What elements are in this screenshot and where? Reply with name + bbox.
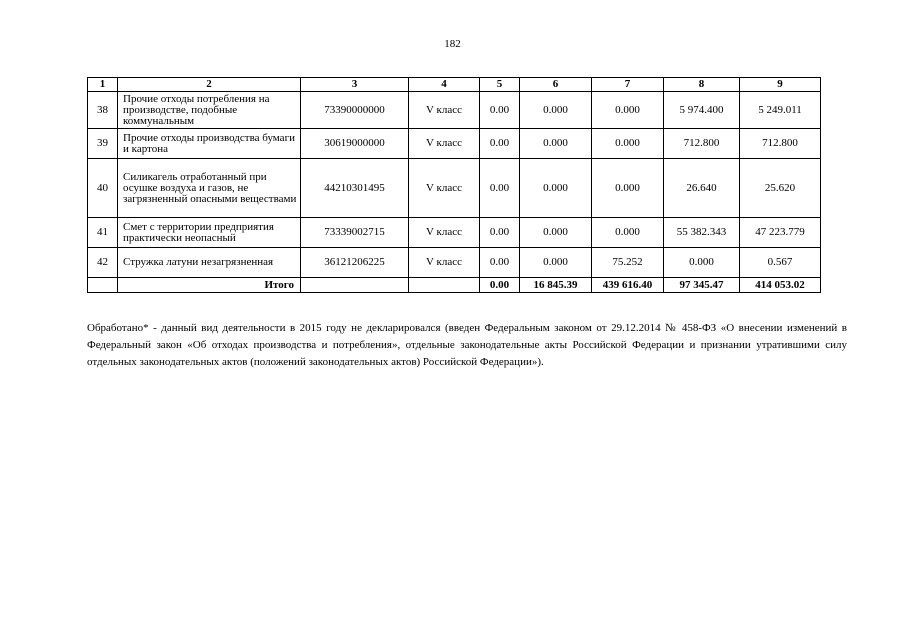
table-row <box>88 92 821 129</box>
total-value: 0.00 <box>480 278 520 293</box>
value-cell: 712.800 <box>740 129 821 159</box>
total-row <box>88 278 821 293</box>
header-cell: 2 <box>118 78 301 92</box>
empty-cell <box>88 278 118 293</box>
value-cell: 712.800 <box>664 129 740 159</box>
waste-name: Стружка латуни незагрязненная <box>118 248 301 278</box>
value-cell: 0.000 <box>592 159 664 218</box>
waste-name: Смет с территории предприятия практически неопасный <box>118 218 301 248</box>
table-row <box>88 248 821 278</box>
table-row <box>88 129 821 159</box>
waste-name: Прочие отходы производства бумаги и картона <box>118 129 301 159</box>
total-value: 97 345.47 <box>664 278 740 293</box>
header-cell: 9 <box>740 78 821 92</box>
header-cell: 8 <box>664 78 740 92</box>
total-label: Итого <box>118 278 301 293</box>
value-cell: 0.000 <box>520 218 592 248</box>
value-cell: 75.252 <box>592 248 664 278</box>
value-cell: 26.640 <box>664 159 740 218</box>
value-cell: 0.000 <box>520 248 592 278</box>
hazard-class: V класс <box>409 159 480 218</box>
hazard-class: V класс <box>409 218 480 248</box>
fkko-code: 44210301495 <box>301 159 409 218</box>
header-cell: 4 <box>409 78 480 92</box>
total-value: 16 845.39 <box>520 278 592 293</box>
hazard-class: V класс <box>409 248 480 278</box>
row-number: 39 <box>88 129 118 159</box>
fkko-code: 73339002715 <box>301 218 409 248</box>
row-number: 41 <box>88 218 118 248</box>
value-cell: 0.567 <box>740 248 821 278</box>
value-cell: 0.000 <box>592 129 664 159</box>
footnote: Обработано* - данный вид деятельности в 2015 году не декларировался (введен Федеральным законом от 29.12.2014 № 458-ФЗ «О внесении изменений в Федеральный закон «Об отходах производства и потребления», отдельные законодательные акты Российской Федерации и признании утратившими силу отдельных законодательных актов (положений законодательных актов) Российской Федерации»). <box>87 322 847 368</box>
value-cell: 25.620 <box>740 159 821 218</box>
value-cell: 0.00 <box>480 92 520 129</box>
table-row <box>88 159 821 218</box>
value-cell: 0.000 <box>592 218 664 248</box>
empty-cell <box>409 278 480 293</box>
total-value: 439 616.40 <box>592 278 664 293</box>
waste-name: Прочие отходы потребления на производстве, подобные коммунальным <box>118 92 301 129</box>
value-cell: 5 974.400 <box>664 92 740 129</box>
row-number: 38 <box>88 92 118 129</box>
value-cell: 0.000 <box>592 92 664 129</box>
value-cell: 0.000 <box>520 159 592 218</box>
hazard-class: V класс <box>409 92 480 129</box>
table-row <box>88 218 821 248</box>
header-cell: 5 <box>480 78 520 92</box>
fkko-code: 73390000000 <box>301 92 409 129</box>
fkko-code: 36121206225 <box>301 248 409 278</box>
value-cell: 0.00 <box>480 218 520 248</box>
waste-table <box>87 77 821 293</box>
header-cell: 1 <box>88 78 118 92</box>
value-cell: 5 249.011 <box>740 92 821 129</box>
value-cell: 0.000 <box>520 129 592 159</box>
fkko-code: 30619000000 <box>301 129 409 159</box>
value-cell: 0.000 <box>664 248 740 278</box>
row-number: 42 <box>88 248 118 278</box>
header-cell: 7 <box>592 78 664 92</box>
empty-cell <box>301 278 409 293</box>
value-cell: 55 382.343 <box>664 218 740 248</box>
row-number: 40 <box>88 159 118 218</box>
waste-name: Силикагель отработанный при осушке воздуха и газов, не загрязненный опасными веществами <box>118 159 301 218</box>
value-cell: 0.00 <box>480 129 520 159</box>
hazard-class: V класс <box>409 129 480 159</box>
value-cell: 0.000 <box>520 92 592 129</box>
value-cell: 0.00 <box>480 248 520 278</box>
page-number: 182 <box>444 38 461 50</box>
header-cell: 6 <box>520 78 592 92</box>
total-value: 414 053.02 <box>740 278 821 293</box>
header-cell: 3 <box>301 78 409 92</box>
table-header-row <box>88 78 821 92</box>
value-cell: 0.00 <box>480 159 520 218</box>
value-cell: 47 223.779 <box>740 218 821 248</box>
